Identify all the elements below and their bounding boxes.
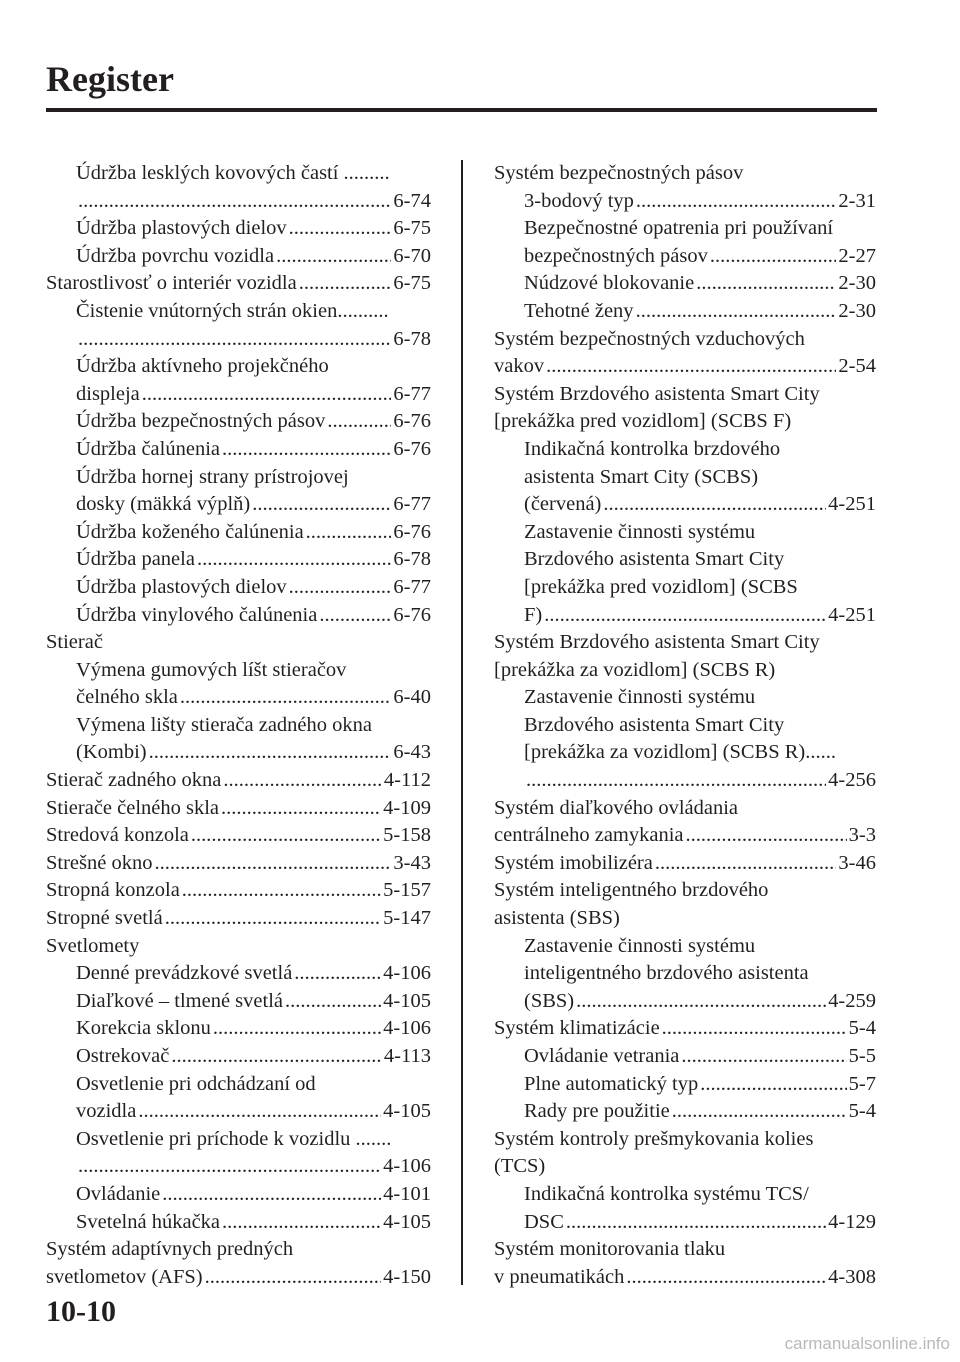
index-entry <box>494 988 876 1016</box>
dot-leader <box>306 519 392 547</box>
index-entry <box>46 243 431 271</box>
index-entry-text: Údržba panela <box>76 548 195 571</box>
index-entry-page: 6-43 <box>393 741 431 764</box>
index-entry <box>494 850 876 878</box>
index-entry-text: Osvetlenie pri príchode k vozidlu ....... <box>76 1127 392 1150</box>
index-entry-page: 4-129 <box>828 1210 876 1233</box>
index-entry-text: F) <box>524 603 543 626</box>
index-entry-page: 6-40 <box>393 686 431 709</box>
index-entry <box>46 795 431 823</box>
index-entry <box>494 877 876 905</box>
index-entry-page: 6-77 <box>393 382 431 405</box>
index-entry <box>494 739 876 767</box>
dot-leader <box>197 546 391 574</box>
index-entry-page: 4-251 <box>828 493 876 516</box>
index-entry <box>46 326 431 354</box>
index-entry-page: 5-147 <box>383 907 431 930</box>
dot-leader <box>327 408 391 436</box>
dot-leader <box>299 270 392 298</box>
dot-leader <box>696 270 836 298</box>
dot-leader <box>252 491 391 519</box>
index-entry <box>494 188 876 216</box>
index-entry <box>46 1071 431 1099</box>
index-entry <box>46 574 431 602</box>
index-entry-text: Bezpečnostné opatrenia pri používaní <box>524 217 834 240</box>
index-entry-text: Brzdového asistenta Smart City <box>524 713 785 736</box>
watermark: carmanualsonline.info <box>784 1334 950 1353</box>
index-entry-text: (Kombi) <box>76 741 147 764</box>
index-entry-text: Systém imobilizéra <box>494 851 653 874</box>
header-rule <box>46 108 877 112</box>
index-entry-text: Tehotné ženy <box>524 299 634 322</box>
dot-leader <box>165 905 381 933</box>
dot-leader <box>710 243 837 271</box>
index-entry <box>494 1043 876 1071</box>
index-entry-text: asistenta Smart City (SCBS) <box>524 465 759 488</box>
index-entry <box>46 1015 431 1043</box>
index-entry <box>494 1126 876 1154</box>
index-entry-text: Údržba koženého čalúnenia <box>76 520 304 543</box>
dot-leader <box>700 1071 846 1099</box>
index-entry <box>46 657 431 685</box>
index-entry <box>494 684 876 712</box>
dot-leader <box>276 243 391 271</box>
index-entry-text: centrálneho zamykania <box>494 824 684 847</box>
index-entry-page: 4-101 <box>383 1182 431 1205</box>
dot-leader <box>149 739 392 767</box>
index-entry-text: Ovládanie <box>76 1182 161 1205</box>
dot-leader <box>576 988 826 1016</box>
index-entry-text: [prekážka za vozidlom] (SCBS R) <box>494 658 776 681</box>
index-entry-page: 4-106 <box>383 1155 431 1178</box>
index-entry <box>46 215 431 243</box>
index-entry-page: 5-4 <box>848 1017 876 1040</box>
page-title: Register <box>46 59 174 99</box>
index-entry-text: Zastavenie činnosti systému <box>524 686 756 709</box>
index-entry-page: 6-76 <box>393 410 431 433</box>
dot-leader <box>78 188 391 216</box>
index-entry <box>494 353 876 381</box>
index-entry-text: inteligentného brzdového asistenta <box>524 962 809 985</box>
index-entry <box>46 1126 431 1154</box>
index-entry <box>46 684 431 712</box>
index-entry <box>494 270 876 298</box>
index-entry-text: (červená) <box>524 493 602 516</box>
index-entry <box>46 1098 431 1126</box>
index-entry-text: Stropné svetlá <box>46 907 163 930</box>
index-entry-page: 6-76 <box>393 437 431 460</box>
index-entry-page: 6-78 <box>393 327 431 350</box>
dot-leader <box>626 1264 826 1292</box>
index-entry-text: Denné prevádzkové svetlá <box>76 962 293 985</box>
index-entry-text: Systém Brzdového asistenta Smart City <box>494 631 820 654</box>
index-entry-text: [prekážka pred vozidlom] (SCBS F) <box>494 410 792 433</box>
index-entry-page: 2-54 <box>838 355 876 378</box>
index-entry <box>46 160 431 188</box>
index-entry-text: bezpečnostných pásov <box>524 244 708 267</box>
index-entry-page: 4-113 <box>383 1045 431 1067</box>
dot-leader <box>180 684 392 712</box>
dot-leader <box>546 353 836 381</box>
index-entry-text: Systém klimatizácie <box>494 1017 660 1040</box>
index-entry <box>494 381 876 409</box>
index-entry-text: Ovládanie vetrania <box>524 1045 680 1067</box>
index-entry-text: Diaľkové – tlmené svetlá <box>76 989 284 1012</box>
dot-leader <box>289 574 392 602</box>
index-entry <box>46 464 431 492</box>
index-entry-text: Zastavenie činnosti systému <box>524 934 756 957</box>
index-entry <box>494 436 876 464</box>
dot-leader <box>191 822 381 850</box>
index-entry-text: Zastavenie činnosti systému <box>524 520 756 543</box>
index-entry-text: Plne automatický typ <box>524 1072 699 1095</box>
index-entry-text: Údržba aktívneho projekčného <box>76 355 329 378</box>
index-entry <box>494 767 876 795</box>
page-number: 10-10 <box>46 1295 116 1328</box>
dot-leader <box>222 1209 381 1237</box>
index-entry-text: Systém Brzdového asistenta Smart City <box>494 382 820 405</box>
index-entry <box>46 381 431 409</box>
dot-leader <box>285 988 381 1016</box>
index-entry <box>494 491 876 519</box>
index-entry-text: Stredová konzola <box>46 824 189 847</box>
index-entry <box>46 436 431 464</box>
index-entry <box>494 1015 876 1043</box>
index-entry-text: v pneumatikách <box>494 1265 625 1288</box>
index-entry-page: 6-70 <box>393 244 431 267</box>
dot-leader <box>603 491 826 519</box>
index-entry <box>494 408 876 436</box>
index-entry-text: Údržba povrchu vozidla <box>76 244 275 267</box>
dot-leader <box>636 298 837 326</box>
index-entry-page: 4-150 <box>383 1265 431 1288</box>
index-entry <box>494 326 876 354</box>
index-entry-page: 3-46 <box>838 851 876 874</box>
dot-leader <box>544 602 826 630</box>
index-entry <box>46 491 431 519</box>
index-entry <box>46 519 431 547</box>
index-entry-text: (TCS) <box>494 1155 546 1178</box>
index-entry-text: Brzdového asistenta Smart City <box>524 548 785 571</box>
index-entry <box>46 960 431 988</box>
index-entry-page: 6-75 <box>393 272 431 295</box>
index-entry-page: 5-7 <box>848 1072 876 1095</box>
dot-leader <box>162 1181 381 1209</box>
index-entry-page: 4-105 <box>383 1210 431 1233</box>
index-entry-page: 6-78 <box>393 548 431 571</box>
index-entry-page: 4-106 <box>383 1017 431 1040</box>
index-entry <box>494 1209 876 1237</box>
index-column-right <box>494 160 876 1291</box>
index-entry-text: Systém monitorovania tlaku <box>494 1238 726 1261</box>
index-entry-text: Výmena lišty stierača zadného okna <box>76 713 372 736</box>
index-entry-text: Údržba vinylového čalúnenia <box>76 603 318 626</box>
index-entry <box>494 1098 876 1126</box>
index-entry-page: 2-31 <box>838 189 876 212</box>
index-entry <box>494 1071 876 1099</box>
index-entry <box>46 1181 431 1209</box>
index-entry-text: Systém diaľkového ovládania <box>494 796 739 819</box>
dot-leader <box>526 767 826 795</box>
index-entry-text: Údržba lesklých kovových častí ......... <box>76 162 390 184</box>
index-entry <box>494 602 876 630</box>
index-entry-text: Núdzové blokovanie <box>524 272 695 295</box>
index-entry-text: Systém adaptívnych predných <box>46 1238 294 1261</box>
index-entry-text: vakov <box>494 355 545 378</box>
index-column-left <box>46 160 431 1291</box>
index-entry-page: 2-30 <box>838 299 876 322</box>
index-entry-text: Systém inteligentného brzdového <box>494 879 769 902</box>
dot-leader <box>319 602 391 630</box>
index-entry-text: Osvetlenie pri odchádzaní od <box>76 1072 316 1095</box>
index-entry-text: (SBS) <box>524 989 575 1012</box>
index-entry <box>46 1236 431 1264</box>
dot-leader <box>636 188 837 216</box>
dot-leader <box>142 381 392 409</box>
index-entry <box>494 657 876 685</box>
index-entry <box>46 1043 431 1071</box>
dot-leader <box>138 1098 381 1126</box>
index-entry <box>46 1209 431 1237</box>
dot-leader <box>289 215 392 243</box>
index-entry-text: Údržba plastových dielov <box>76 217 287 240</box>
dot-leader <box>154 850 391 878</box>
index-entry-text: Strešné okno <box>46 851 153 874</box>
index-entry <box>46 739 431 767</box>
index-entry-text: Stierače čelného skla <box>46 796 220 819</box>
index-entry <box>494 1236 876 1264</box>
index-entry-text: Stierač <box>46 631 103 654</box>
index-entry <box>46 546 431 574</box>
index-entry-text: dosky (mäkká výplň) <box>76 493 251 516</box>
index-entry <box>46 408 431 436</box>
index-entry <box>494 795 876 823</box>
index-entry <box>494 519 876 547</box>
dot-leader <box>213 1015 381 1043</box>
index-entry <box>46 988 431 1016</box>
index-entry-text: Ostrekovač <box>76 1045 170 1067</box>
dot-leader <box>662 1015 847 1043</box>
index-entry-text: [prekážka pred vozidlom] (SCBS <box>524 575 798 598</box>
index-entry-page: 5-158 <box>383 824 431 847</box>
index-entry-text: Údržba plastových dielov <box>76 575 287 598</box>
index-entry <box>46 905 431 933</box>
index-entry-page: 4-105 <box>383 989 431 1012</box>
dot-leader <box>182 877 381 905</box>
index-entry <box>494 1181 876 1209</box>
index-entry <box>494 243 876 271</box>
index-entry-page: 6-76 <box>393 520 431 543</box>
index-entry <box>46 822 431 850</box>
index-entry <box>494 1264 876 1292</box>
index-entry <box>46 353 431 381</box>
index-entry-page: 6-75 <box>393 217 431 240</box>
index-entry <box>46 1264 431 1292</box>
dot-leader <box>686 822 847 850</box>
index-entry-text: Stierač zadného okna <box>46 769 222 792</box>
index-entry <box>46 270 431 298</box>
index-entry <box>494 298 876 326</box>
index-entry-page: 4-256 <box>828 769 876 792</box>
index-entry-page: 5-4 <box>848 1100 876 1123</box>
index-entry-page: 6-76 <box>393 603 431 626</box>
index-entry <box>494 822 876 850</box>
index-entry-text: displeja <box>76 382 140 405</box>
dot-leader <box>655 850 837 878</box>
index-entry <box>46 629 431 657</box>
index-entry <box>494 905 876 933</box>
index-entry <box>46 877 431 905</box>
index-entry-text: Systém bezpečnostných vzduchových <box>494 327 805 350</box>
dot-leader <box>681 1043 846 1071</box>
index-entry <box>494 546 876 574</box>
dot-leader <box>78 326 391 354</box>
index-entry-text: Údržba bezpečnostných pásov <box>76 410 326 433</box>
index-entry-text: Systém kontroly prešmykovania kolies <box>494 1127 814 1150</box>
index-entry-text: Starostlivosť o interiér vozidla <box>46 272 297 295</box>
index-entry-text: Údržba hornej strany prístrojovej <box>76 465 349 488</box>
index-entry-page: 2-27 <box>838 244 876 267</box>
index-entry-text: Svetelná húkačka <box>76 1210 221 1233</box>
dot-leader <box>294 960 381 988</box>
index-entry-text: vozidla <box>76 1100 137 1123</box>
index-entry-page: 6-77 <box>393 493 431 516</box>
index-entry-page: 4-251 <box>828 603 876 626</box>
dot-leader <box>566 1209 826 1237</box>
index-entry-page: 4-112 <box>383 769 431 792</box>
index-entry-text: asistenta (SBS) <box>494 907 620 930</box>
index-entry-page: 5-5 <box>848 1045 876 1067</box>
index-entry-text: Indikačná kontrolka brzdového <box>524 437 781 460</box>
dot-leader <box>223 767 382 795</box>
index-entry-text: svetlometov (AFS) <box>46 1265 203 1288</box>
index-entry-text: Rady pre použitie <box>524 1100 670 1123</box>
index-entry-text: Indikačná kontrolka systému TCS/ <box>524 1182 809 1205</box>
index-entry-page: 4-105 <box>383 1100 431 1123</box>
index-entry-page: 3-43 <box>393 851 431 874</box>
index-entry <box>494 160 876 188</box>
column-divider <box>461 160 463 1285</box>
index-entry-text: Korekcia sklonu <box>76 1017 211 1040</box>
index-entry-text: [prekážka za vozidlom] (SCBS R)...... <box>524 741 836 764</box>
index-entry <box>46 712 431 740</box>
index-entry-text: Čistenie vnútorných strán okien.......... <box>76 299 389 322</box>
dot-leader <box>222 436 391 464</box>
dot-leader <box>78 1153 381 1181</box>
index-entry <box>46 188 431 216</box>
index-entry <box>494 215 876 243</box>
index-entry <box>46 933 431 961</box>
index-entry-page: 3-3 <box>848 824 876 847</box>
index-entry <box>494 712 876 740</box>
dot-leader <box>672 1098 847 1126</box>
index-entry-text: Výmena gumových líšt stieračov <box>76 658 347 681</box>
index-entry-page: 5-157 <box>383 879 431 902</box>
index-entry <box>46 850 431 878</box>
index-entry-text: Svetlomety <box>46 934 140 957</box>
index-entry-text: Stropná konzola <box>46 879 180 902</box>
index-entry-text: DSC <box>524 1210 564 1233</box>
index-entry-page: 4-308 <box>828 1265 876 1288</box>
index-entry <box>494 629 876 657</box>
index-entry-page: 2-30 <box>838 272 876 295</box>
dot-leader <box>221 795 381 823</box>
index-entry <box>494 1153 876 1181</box>
dot-leader <box>171 1043 382 1071</box>
dot-leader <box>205 1264 382 1292</box>
index-entry-text: 3-bodový typ <box>524 189 634 212</box>
index-entry-page: 4-109 <box>383 796 431 819</box>
index-entry <box>494 464 876 492</box>
index-entry-text: Systém bezpečnostných pásov <box>494 162 744 184</box>
index-entry <box>46 602 431 630</box>
index-entry-text: čelného skla <box>76 686 178 709</box>
index-entry-page: 4-106 <box>383 962 431 985</box>
index-entry-page: 4-259 <box>828 989 876 1012</box>
index-entry-text: Údržba čalúnenia <box>76 437 220 460</box>
index-entry <box>46 298 431 326</box>
index-entry <box>46 767 431 795</box>
index-entry <box>46 1153 431 1181</box>
index-entry-page: 6-77 <box>393 575 431 598</box>
index-entry <box>494 933 876 961</box>
index-entry <box>494 960 876 988</box>
index-entry-page: 6-74 <box>393 189 431 212</box>
index-entry <box>494 574 876 602</box>
